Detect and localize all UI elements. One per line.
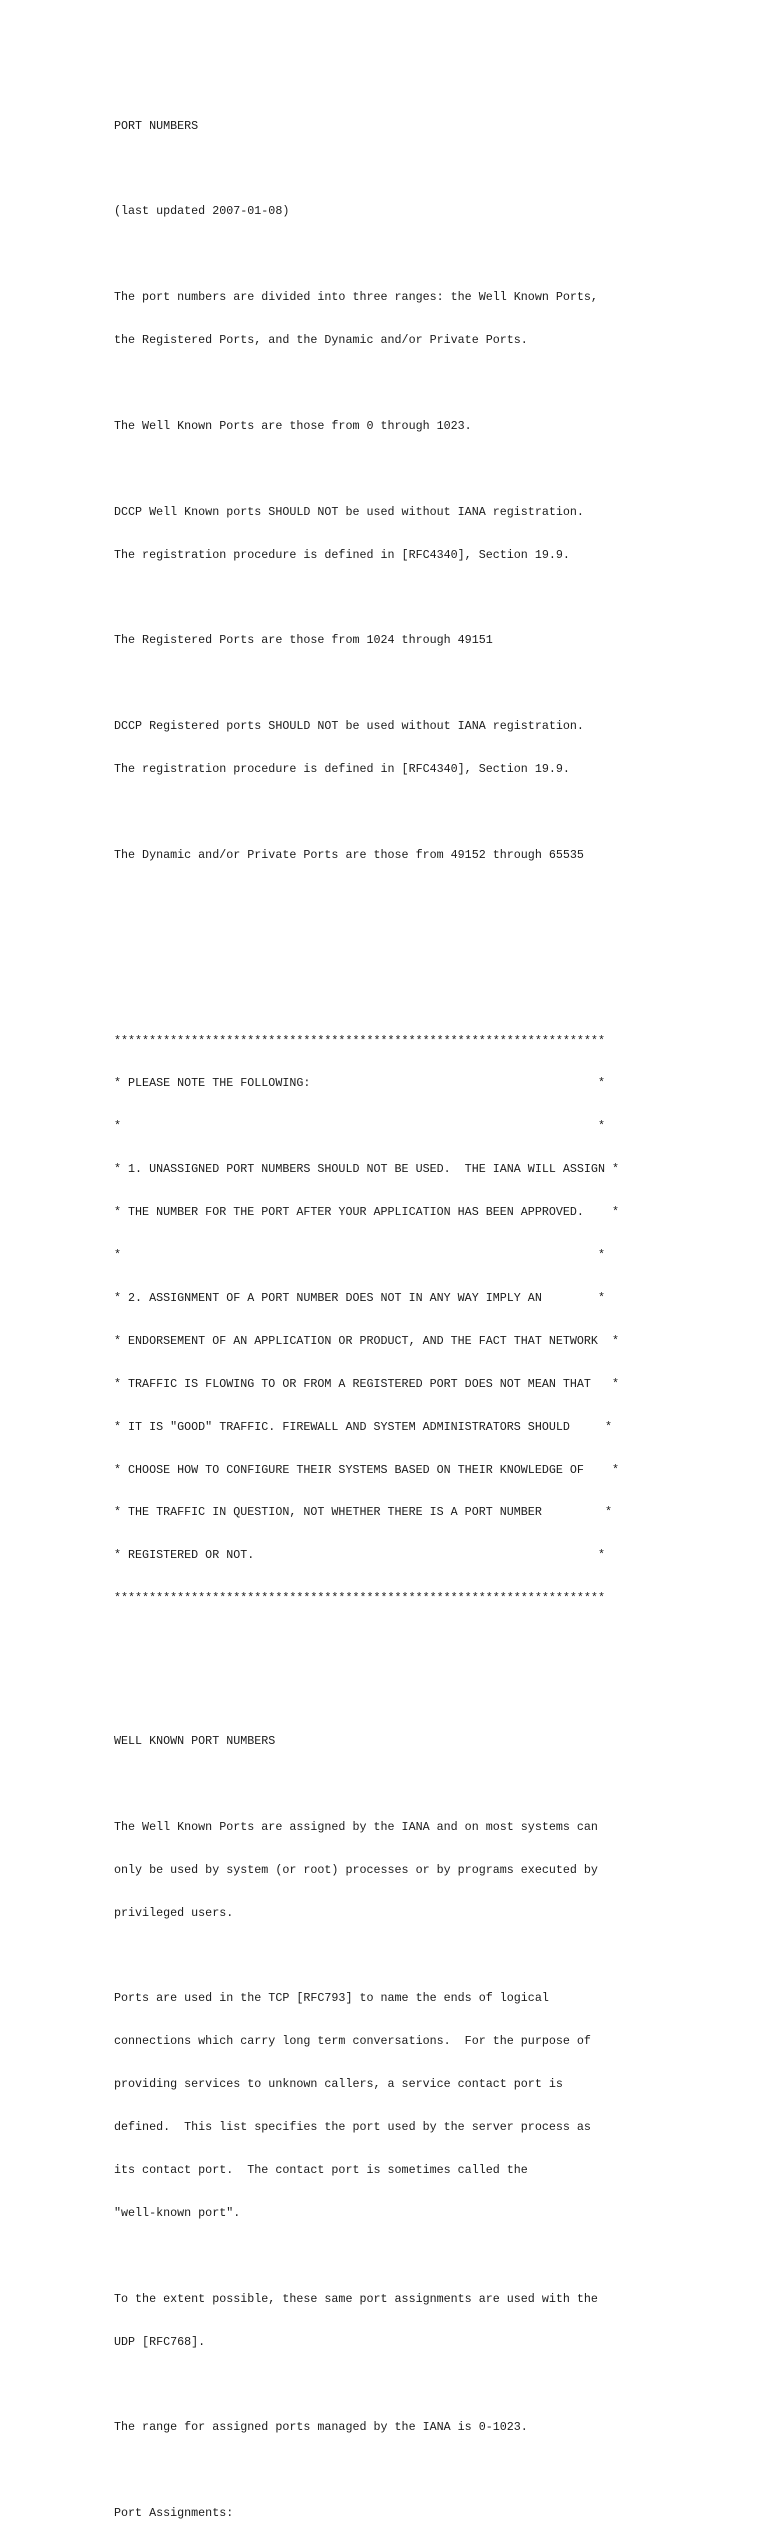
section-heading: WELL KNOWN PORT NUMBERS — [114, 1734, 276, 1749]
notice-box-line: * THE NUMBER FOR THE PORT AFTER YOUR APPLICATION HAS BEEN APPROVED. * — [114, 1205, 619, 1220]
assignments-heading: Port Assignments: — [114, 2506, 234, 2521]
notice-box-line: * 1. UNASSIGNED PORT NUMBERS SHOULD NOT BE USED. THE IANA WILL ASSIGN * — [114, 1162, 619, 1177]
spacer — [114, 2249, 754, 2263]
dynamic-range: The Dynamic and/or Private Ports are those from 49152 through 65535 — [114, 847, 584, 862]
document-title: PORT NUMBERS — [114, 118, 199, 133]
dccp-registered-line: DCCP Registered ports SHOULD NOT be used without IANA registration. — [114, 719, 584, 734]
tcp-desc-line: its contact port. The contact port is sometimes called the — [114, 2163, 528, 2178]
spacer — [114, 376, 754, 390]
spacer — [114, 976, 754, 990]
range-desc: The range for assigned ports managed by the IANA is 0-1023. — [114, 2420, 528, 2435]
spacer — [114, 1949, 754, 1963]
tcp-desc-line: "well-known port". — [114, 2205, 241, 2220]
notice-box-line: * IT IS "GOOD" TRAFFIC. FIREWALL AND SYSTEM ADMINISTRATORS SHOULD * — [114, 1419, 612, 1434]
dccp-registered-line: The registration procedure is defined in [RFC4340], Section 19.9. — [114, 761, 570, 776]
spacer — [114, 676, 754, 690]
dccp-well-known-line: The registration procedure is defined in [RFC4340], Section 19.9. — [114, 547, 570, 562]
notice-box-border: ********************************************************************** — [114, 1591, 605, 1606]
dccp-well-known-line: DCCP Well Known ports SHOULD NOT be used without IANA registration. — [114, 504, 584, 519]
well-known-desc-line: The Well Known Ports are assigned by the IANA and on most systems can — [114, 1819, 598, 1834]
spacer — [114, 1648, 754, 1662]
well-known-range: The Well Known Ports are those from 0 through 1023. — [114, 418, 472, 433]
intro-line: the Registered Ports, and the Dynamic and/or Private Ports. — [114, 333, 528, 348]
last-updated: (last updated 2007-01-08) — [114, 204, 290, 219]
spacer — [114, 1691, 754, 1705]
intro-line: The port numbers are divided into three ranges: the Well Known Ports, — [114, 290, 598, 305]
notice-box-line: * CHOOSE HOW TO CONFIGURE THEIR SYSTEMS BASED ON THEIR KNOWLEDGE OF * — [114, 1462, 619, 1477]
spacer — [114, 590, 754, 604]
notice-box-line: * ENDORSEMENT OF AN APPLICATION OR PRODUCT, AND THE FACT THAT NETWORK * — [114, 1333, 619, 1348]
notice-box-line: * * — [114, 1119, 605, 1134]
spacer — [114, 805, 754, 819]
spacer — [114, 462, 754, 476]
notice-box-line: * 2. ASSIGNMENT OF A PORT NUMBER DOES NOT IN ANY WAY IMPLY AN * — [114, 1290, 605, 1305]
well-known-desc-line: privileged users. — [114, 1905, 234, 1920]
spacer — [114, 247, 754, 261]
tcp-desc-line: defined. This list specifies the port used by the server process as — [114, 2120, 591, 2135]
spacer — [114, 891, 754, 905]
tcp-desc-line: connections which carry long term conversations. For the purpose of — [114, 2034, 591, 2049]
tcp-desc-line: Ports are used in the TCP [RFC793] to name the ends of logical — [114, 1991, 549, 2006]
spacer — [114, 934, 754, 948]
document-page — [114, 90, 754, 2535]
well-known-desc-line: only be used by system (or root) processes or by programs executed by — [114, 1862, 598, 1877]
udp-desc-line: To the extent possible, these same port assignments are used with the — [114, 2291, 598, 2306]
notice-box-line: * REGISTERED OR NOT. * — [114, 1548, 605, 1563]
registered-range: The Registered Ports are those from 1024 through 49151 — [114, 633, 493, 648]
notice-box-line: * PLEASE NOTE THE FOLLOWING: * — [114, 1076, 605, 1091]
spacer — [114, 1777, 754, 1791]
notice-box-line: * TRAFFIC IS FLOWING TO OR FROM A REGISTERED PORT DOES NOT MEAN THAT * — [114, 1376, 619, 1391]
tcp-desc-line: providing services to unknown callers, a service contact port is — [114, 2077, 563, 2092]
notice-box-line: * THE TRAFFIC IN QUESTION, NOT WHETHER THERE IS A PORT NUMBER * — [114, 1505, 612, 1520]
spacer — [114, 161, 754, 175]
spacer — [114, 2378, 754, 2392]
spacer — [114, 2463, 754, 2477]
udp-desc-line: UDP [RFC768]. — [114, 2334, 206, 2349]
notice-box-line: * * — [114, 1248, 605, 1263]
notice-box-border: ********************************************************************** — [114, 1033, 605, 1048]
